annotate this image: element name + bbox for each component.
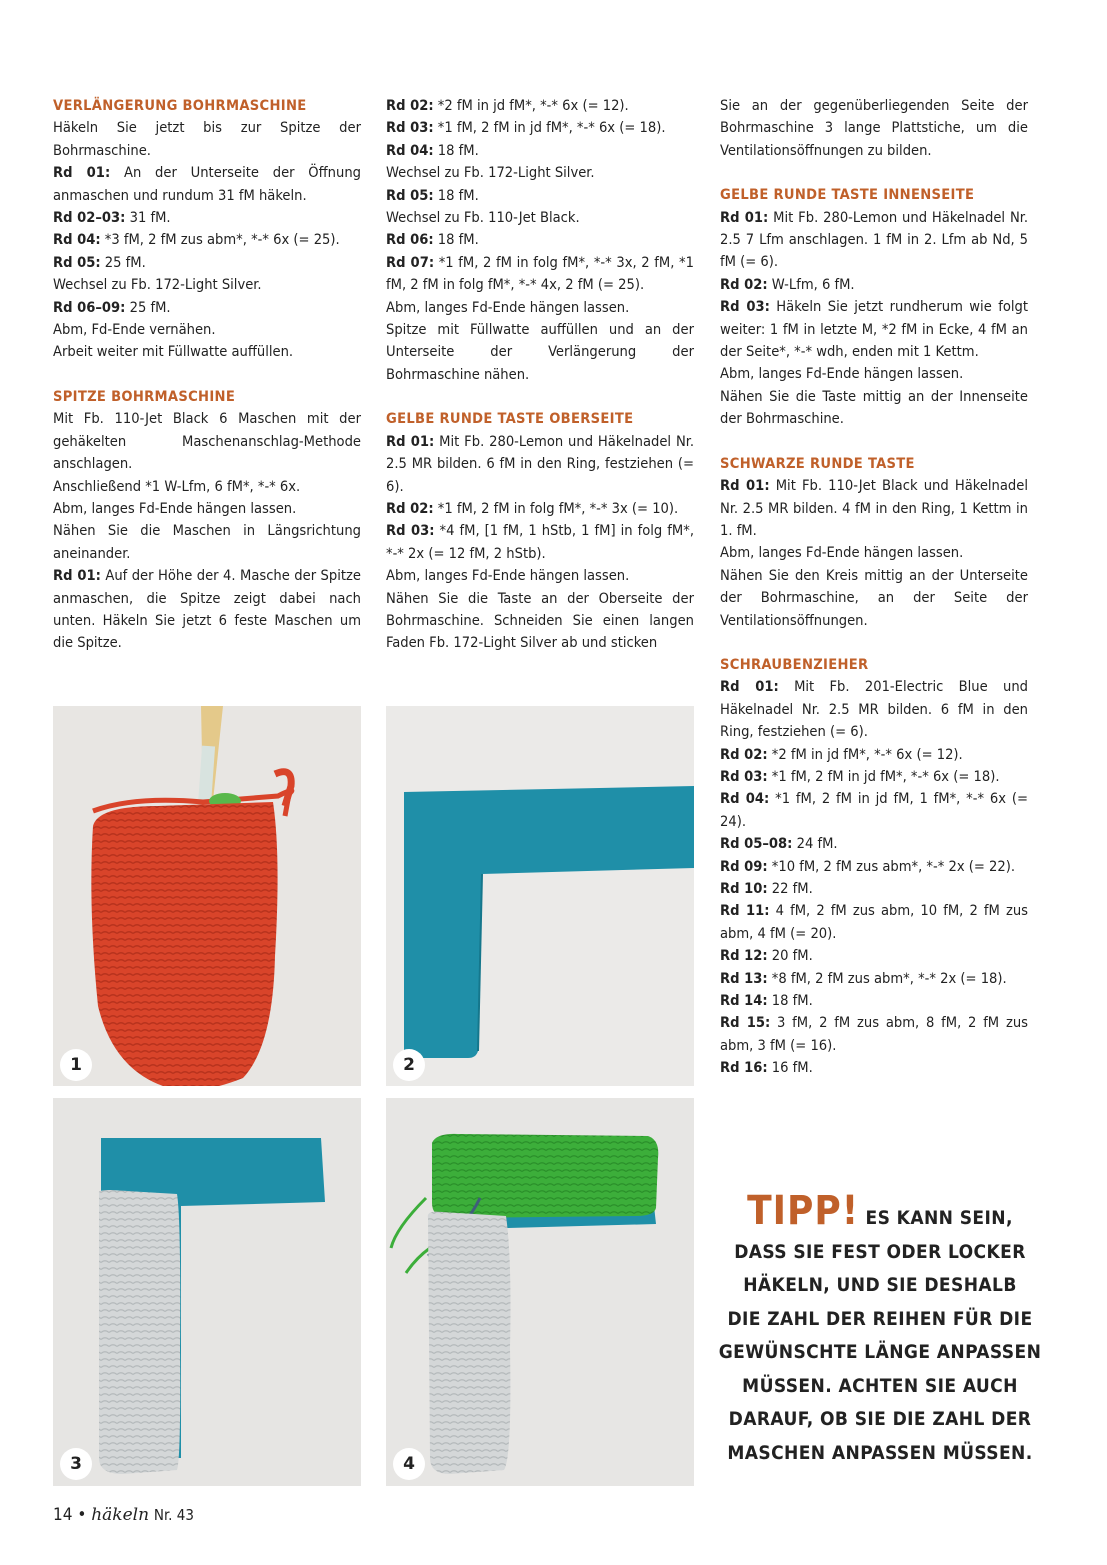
section-heading: SPITZE BOHRMASCHINE: [53, 387, 236, 405]
photo-step-4: [386, 1098, 694, 1486]
text-column-2: [386, 95, 694, 655]
round-line: Rd 02: *1 fM, 2 fM in folg fM*, *-* 3x (= 10).: [386, 499, 679, 517]
round-line: Rd 02: W-Lfm, 6 fM.: [720, 275, 855, 293]
paragraph: Häkeln Sie jetzt bis zur Spitze der Bohrmaschine.: [53, 119, 361, 159]
tip-line: DARAUF, OB SIE DIE ZAHL DER: [728, 1408, 1032, 1430]
green-crochet-board-illustration: [386, 1098, 694, 1486]
paragraph: Sie an der gegenüberliegenden Seite der Bohrmaschine 3 lange Plattstiche, um die Ventilationsöffnungen zu bilden.: [720, 97, 1028, 159]
round-line: Rd 01: An der Unterseite der Öffnung anmaschen und rundum 31 fM häkeln.: [53, 164, 361, 204]
paragraph: Arbeit weiter mit Füllwatte auffüllen.: [53, 343, 294, 361]
paragraph: Wechsel zu Fb. 110-Jet Black.: [386, 209, 580, 227]
paragraph: Wechsel zu Fb. 172-Light Silver.: [53, 276, 262, 294]
paragraph: Abm, Fd-Ende vernähen.: [53, 321, 216, 339]
tip-line: GEWÜNSCHTE LÄNGE ANPASSEN: [718, 1341, 1042, 1363]
tip-line: MÜSSEN. ACHTEN SIE AUCH: [742, 1374, 1018, 1397]
section-heading: SCHWARZE RUNDE TASTE: [720, 454, 915, 472]
round-line: Rd 09: *10 fM, 2 fM zus abm*, *-* 2x (= 22).: [720, 857, 1016, 875]
round-line: Rd 03: *1 fM, 2 fM in jd fM*, *-* 6x (= 18).: [720, 767, 1000, 785]
photo-step-2: [386, 706, 694, 1086]
round-line: Rd 02: *2 fM in jd fM*, *-* 6x (= 12).: [386, 97, 629, 114]
round-line: Rd 03: *1 fM, 2 fM in jd fM*, *-* 6x (= 18).: [386, 119, 666, 137]
paragraph: Nähen Sie die Taste mittig an der Innenseite der Bohrmaschine.: [720, 387, 1028, 428]
photo-step-1: [53, 706, 361, 1086]
round-line: Rd 16: 16 fM.: [720, 1059, 813, 1077]
step-number-badge: 3: [60, 1448, 92, 1480]
paragraph: Spitze mit Füllwatte auffüllen und an der Unterseite der Verlängerung der Bohrmaschine nähen.: [386, 321, 694, 383]
paragraph: Abm, langes Fd-Ende hängen lassen.: [720, 365, 964, 383]
round-line: Rd 04: *1 fM, 2 fM in jd fM, 1 fM*, *-* 6x (= 24).: [720, 790, 1028, 830]
paragraph: Nähen Sie den Kreis mittig an der Unterseite der Bohrmaschine, an der Seite der Ventilationsöffnungen.: [720, 566, 1028, 629]
round-line: Rd 03: Häkeln Sie jetzt rundherum wie folgt weiter: 1 fM in letzte M, *2 fM in Ecke, 4 fM an der Seite*, *-* wdh, enden mit 1 Kettm.: [720, 298, 1028, 361]
round-line: Rd 06: 18 fM.: [386, 231, 479, 249]
round-line: Rd 05: 25 fM.: [53, 253, 146, 271]
paragraph: Abm, langes Fd-Ende hängen lassen.: [386, 298, 630, 316]
paragraph: Anschließend *1 W-Lfm, 6 fM*, *-* 6x.: [53, 477, 301, 495]
round-line: Rd 02: *2 fM in jd fM*, *-* 6x (= 12).: [720, 745, 963, 763]
tip-line: HÄKELN, UND SIE DESHALB: [743, 1274, 1017, 1296]
round-line: Rd 01: Auf der Höhe der 4. Masche der Spitze anmaschen, die Spitze zeigt dabei nach unten. Häkeln Sie jetzt 6 feste Maschen um die Spitze.: [53, 567, 361, 652]
step-number-badge: 4: [393, 1448, 425, 1480]
text-column-1: [53, 95, 361, 655]
paragraph: Abm, langes Fd-Ende hängen lassen.: [720, 544, 964, 562]
round-line: Rd 04: 18 fM.: [386, 141, 479, 159]
paragraph: Nähen Sie die Maschen in Längsrichtung aneinander.: [53, 522, 361, 562]
red-crochet-tube-illustration: [53, 706, 361, 1086]
round-line: Rd 05–08: 24 fM.: [720, 835, 838, 853]
tip-line: DASS SIE FEST ODER LOCKER: [734, 1240, 1026, 1263]
step-number-badge: 2: [393, 1049, 425, 1081]
round-line: Rd 07: *1 fM, 2 fM in folg fM*, *-* 3x, 2 fM, *1 fM, 2 fM in folg fM*, *-* 4x, 2 fM (= 25).: [386, 253, 694, 294]
teal-board-illustration: [386, 706, 694, 1086]
tip-line: MASCHEN ANPASSEN MÜSSEN.: [727, 1441, 1033, 1464]
round-line: Rd 03: *4 fM, [1 fM, 1 hStb, 1 fM] in folg fM*, *-* 2x (= 12 fM, 2 hStb).: [386, 522, 694, 562]
section-heading: SCHRAUBENZIEHER: [720, 655, 869, 673]
paragraph: Abm, langes Fd-Ende hängen lassen.: [386, 567, 630, 585]
step-number-badge: 1: [60, 1049, 92, 1081]
tip-box: [715, 1188, 1045, 1470]
magazine-brand: häkeln: [91, 1505, 150, 1525]
tip-label: TIPP!: [747, 1188, 860, 1234]
tip-line: DIE ZAHL DER REIHEN FÜR DIE: [727, 1307, 1033, 1330]
round-line: Rd 01: Mit Fb. 280-Lemon und Häkelnadel Nr. 2.5 7 Lfm anschlagen. 1 fM in 2. Lfm ab Nd, 5 fM (= 6).: [720, 208, 1028, 271]
round-line: Rd 15: 3 fM, 2 fM zus abm, 8 fM, 2 fM zus abm, 3 fM (= 16).: [720, 1014, 1028, 1054]
round-line: Rd 06–09: 25 fM.: [53, 298, 171, 316]
round-line: Rd 05: 18 fM.: [386, 186, 479, 204]
silver-crochet-strip-illustration: [53, 1098, 361, 1486]
round-line: Rd 12: 20 fM.: [720, 947, 813, 965]
text-column-3: [720, 95, 1028, 1080]
round-line: Rd 01: Mit Fb. 110-Jet Black und Häkelnadel Nr. 2.5 MR bilden. 4 fM in den Ring, 1 Kettm in 1. fM.: [720, 477, 1028, 539]
round-line: Rd 01: Mit Fb. 201-Electric Blue und Häkelnadel Nr. 2.5 MR bilden. 6 fM in den Ring, festziehen (= 6).: [720, 678, 1028, 741]
section-heading: VERLÄNGERUNG BOHRMASCHINE: [53, 97, 307, 114]
page-number: 14: [53, 1505, 73, 1525]
paragraph: Mit Fb. 110-Jet Black 6 Maschen mit der gehäkelten Maschenanschlag-Methode anschlagen.: [53, 410, 361, 473]
round-line: Rd 10: 22 fM.: [720, 880, 813, 897]
paragraph: Nähen Sie die Taste an der Oberseite der Bohrmaschine. Schneiden Sie einen langen Faden Fb. 172-Light Silver ab und sticken: [386, 589, 694, 652]
paragraph: Abm, langes Fd-Ende hängen lassen.: [53, 499, 297, 517]
section-heading: GELBE RUNDE TASTE INNENSEITE: [720, 186, 975, 204]
round-line: Rd 02–03: 31 fM.: [53, 209, 171, 227]
section-heading: GELBE RUNDE TASTE OBERSEITE: [386, 410, 634, 428]
round-line: Rd 04: *3 fM, 2 fM zus abm*, *-* 6x (= 25).: [53, 231, 340, 249]
round-line: Rd 13: *8 fM, 2 fM zus abm*, *-* 2x (= 18).: [720, 969, 1007, 987]
round-line: Rd 14: 18 fM.: [720, 992, 813, 1010]
issue-number: Nr. 43: [153, 1506, 194, 1524]
round-line: Rd 11: 4 fM, 2 fM zus abm, 10 fM, 2 fM zus abm, 4 fM (= 20).: [720, 902, 1028, 942]
paragraph: Wechsel zu Fb. 172-Light Silver.: [386, 164, 595, 182]
bullet-separator: •: [77, 1505, 87, 1525]
page-footer: [53, 1505, 194, 1525]
photo-step-3: [53, 1098, 361, 1486]
tip-line: TIPP! ES KANN SEIN,: [747, 1188, 1013, 1234]
round-line: Rd 01: Mit Fb. 280-Lemon und Häkelnadel Nr. 2.5 MR bilden. 6 fM in den Ring, festziehen (= 6).: [386, 432, 694, 495]
